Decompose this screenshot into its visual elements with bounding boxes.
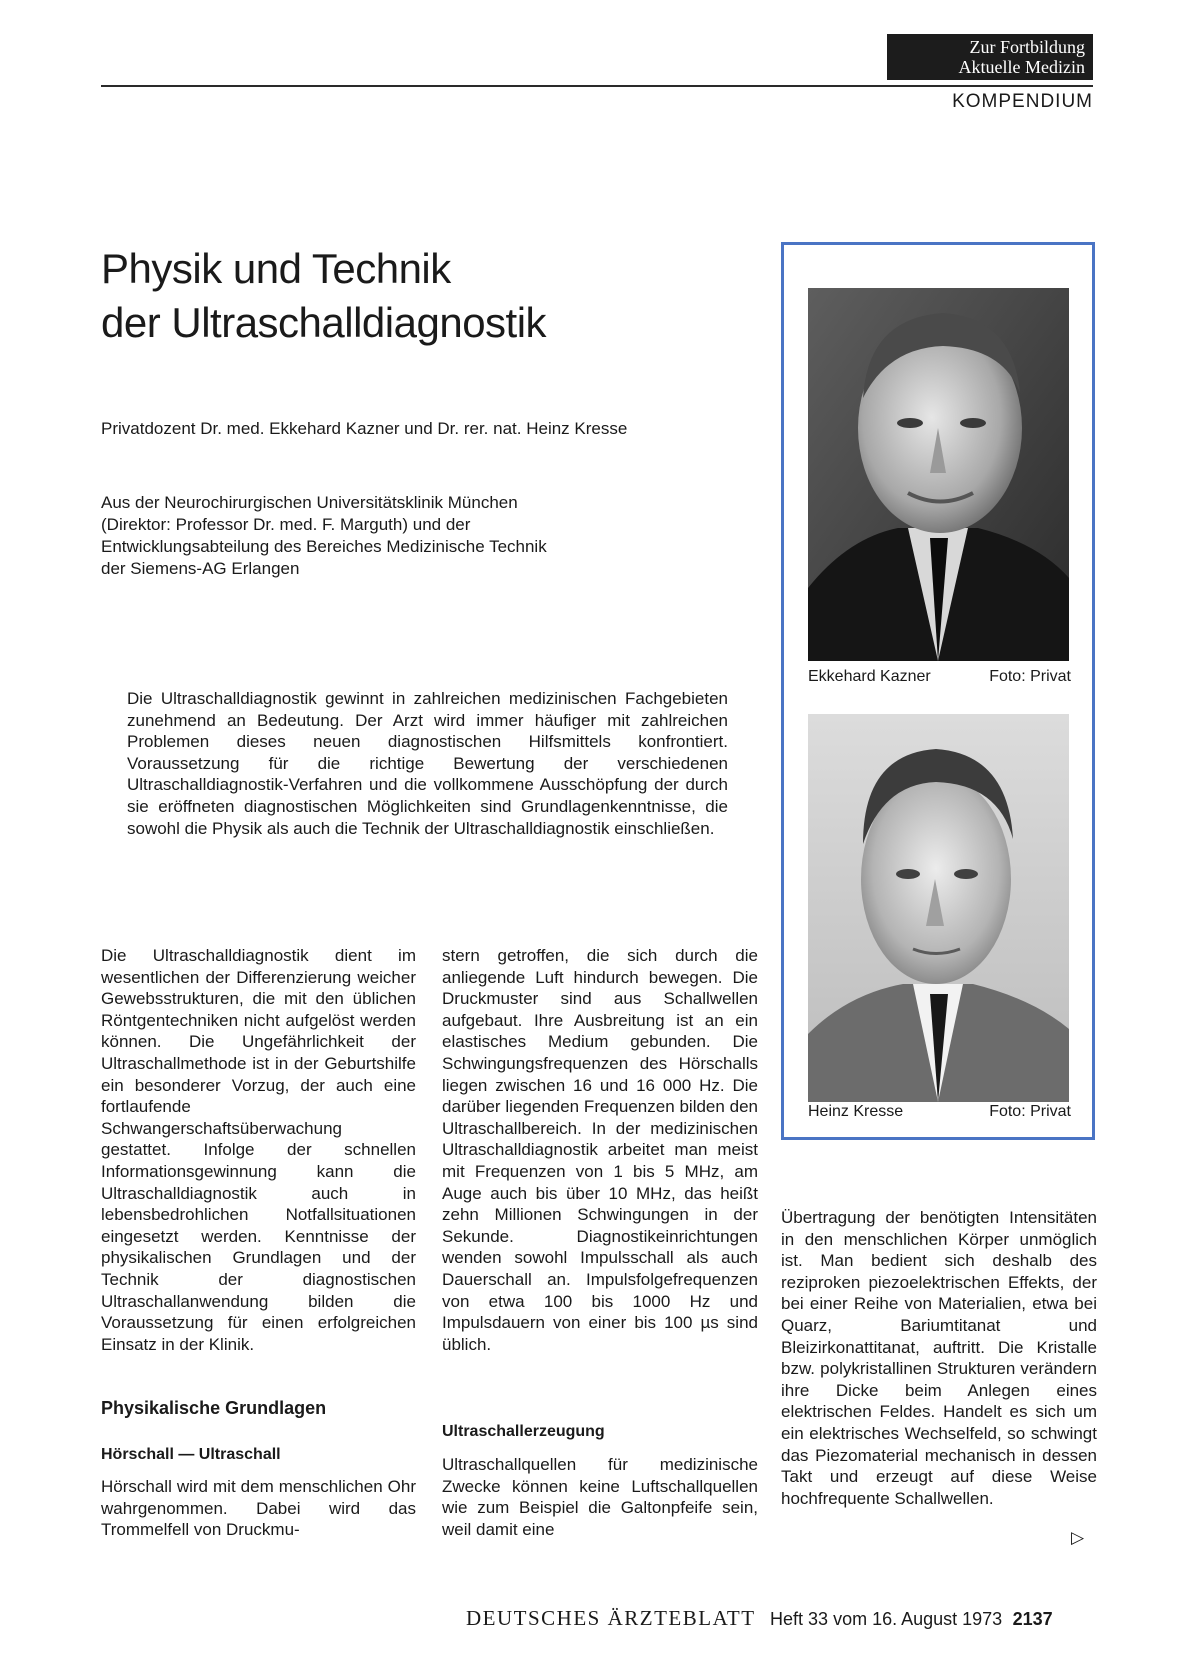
affiliation: [101, 492, 701, 580]
body-paragraph: Die Ultraschalldiagnostik dient im wesentlichen der Differenzierung weicher Gewebsstrukturen, die mit den üblichen Röntgentechniken nicht aufgelöst werden können. Die Ungefährlichkeit der Ultraschallmethode ist in der Geburtshilfe ein besonderer Vorzug, der auch eine fortlaufende Schwangerschaftsüberwachung gestattet. Infolge der schnellen Informationsgewinnung kann die Ultraschalldiagnostik auch in lebensbedrohlichen Notfallsituationen eingesetzt werden. Kenntnisse der physikalischen Grundlagen und der Technik der diagnostischen Ultraschallanwendung bilden die Voraussetzung für einen erfolgreichen Einsatz in der Klinik.: [101, 946, 416, 1354]
body-paragraph: Hörschall wird mit dem menschlichen Ohr wahrgenommen. Dabei wird das Trommelfell von Druckmu-: [101, 1477, 416, 1540]
body-paragraph: stern getroffen, die sich durch die anliegende Luft hindurch bewegen. Die Druckmuster sind aus Schallwellen aufgebaut. Ihre Ausbreitung ist an ein elastisches Medium gebunden. Die Schwingungsfrequenzen des Hörschalls liegen zwischen 16 und 16 000 Hz. Die darüber liegenden Frequenzen bilden den Ultraschallbereich. In der medizinischen Ultraschalldiagnostik arbeitet man meist mit Frequenzen von 1 bis 5 MHz, am Auge auch bis über 10 MHz, das heißt zehn Millionen Schwingungen in der Sekunde. Diagnostikeinrichtungen wenden sowohl Impulsschall als auch Dauerschall an. Impulsfolgefrequenzen von etwa 100 bis 1000 Hz und Impulsdauern von einer bis 100 µs sind üblich.: [442, 946, 758, 1354]
page-footer: [466, 1606, 1096, 1631]
subsection-heading: Hörschall — Ultraschall: [101, 1446, 281, 1463]
photo-caption-credit: Foto: Privat: [989, 668, 1071, 685]
body-column-2-continued: [442, 1454, 758, 1540]
abstract: Die Ultraschalldiagnostik gewinnt in zahlreichen medizinischen Fachgebieten zunehmend an Bedeutung. Der Arzt wird immer häufiger mit zahlreichen Problemen dieses neuen diagnostischen Hilfsmittels konfrontiert. Voraussetzung für die richtige Bewertung der verschiedenen Ultraschalldiagnostik-Verfahren und die vollkommene Ausschöpfung der durch sie eröffneten diagnostischen Möglichkeiten sind Grundlagenkenntnisse, die sowohl die Physik als auch die Technik der Ultraschalldiagnostik einschließen.: [127, 689, 728, 838]
photo-caption-credit: Foto: Privat: [989, 1103, 1071, 1120]
continue-arrow-icon: ▷: [1071, 1528, 1085, 1547]
rubric-line-2: Aktuelle Medizin: [958, 57, 1085, 77]
photo-caption-name: Ekkehard Kazner: [808, 668, 931, 685]
author-line: Privatdozent Dr. med. Ekkehard Kazner und Dr. rer. nat. Heinz Kresse: [101, 419, 628, 438]
title-line-2: der Ultraschalldiagnostik: [101, 299, 547, 346]
body-column-1: [101, 945, 416, 1355]
title-line-1: Physik und Technik: [101, 245, 451, 292]
article-title: [101, 242, 701, 350]
affiliation-line: Aus der Neurochirurgischen Universitätsklinik München: [101, 493, 518, 512]
body-column-3: [781, 1207, 1097, 1509]
rubric-badge: [887, 34, 1093, 80]
rubric-line-1: Zur Fortbildung: [969, 37, 1085, 57]
journal-name: DEUTSCHES ÄRZTEBLATT: [466, 1606, 756, 1630]
issue-info: Heft 33 vom 16. August 1973: [770, 1609, 1003, 1629]
author-photo-kazner: [808, 288, 1069, 661]
section-heading: Physikalische Grundlagen: [101, 1398, 327, 1418]
page-number: 2137: [1012, 1609, 1053, 1629]
subsection-heading: Ultraschallerzeugung: [442, 1423, 605, 1440]
header-rule: [101, 85, 1093, 87]
author-photo-panel: [781, 242, 1095, 1140]
affiliation-line: der Siemens-AG Erlangen: [101, 559, 300, 578]
section-label: KOMPENDIUM: [952, 91, 1093, 112]
body-column-2: [442, 945, 758, 1355]
body-column-1-continued: [101, 1476, 416, 1541]
body-paragraph: Übertragung der benötigten Intensitäten in den menschlichen Körper unmöglich ist. Man bedient sich deshalb des reziproken piezoelektrischen Effekts, der bei einer Reihe von Materialien, etwa bei Quarz, Bariumtitanat und Bleizirkonattitanat, auftritt. Die Kristalle bzw. polykristallinen Strukturen verändern ihre Dicke beim Anlegen eines elektrischen Feldes. Handelt es sich um ein elektrisches Wechselfeld, so schwingt das Piezomaterial mechanisch in dessen Takt und erzeugt auf diese Weise hochfrequente Schallwellen.: [781, 1208, 1097, 1508]
affiliation-line: Entwicklungsabteilung des Bereiches Medizinische Technik: [101, 537, 547, 556]
author-photo-kresse: [808, 714, 1069, 1102]
body-paragraph: Ultraschallquellen für medizinische Zwecke können keine Luftschallquellen wie zum Beispiel die Galtonpfeife sein, weil damit eine: [442, 1455, 758, 1539]
photo-caption-name: Heinz Kresse: [808, 1103, 904, 1120]
affiliation-line: (Direktor: Professor Dr. med. F. Marguth) und der: [101, 515, 471, 534]
